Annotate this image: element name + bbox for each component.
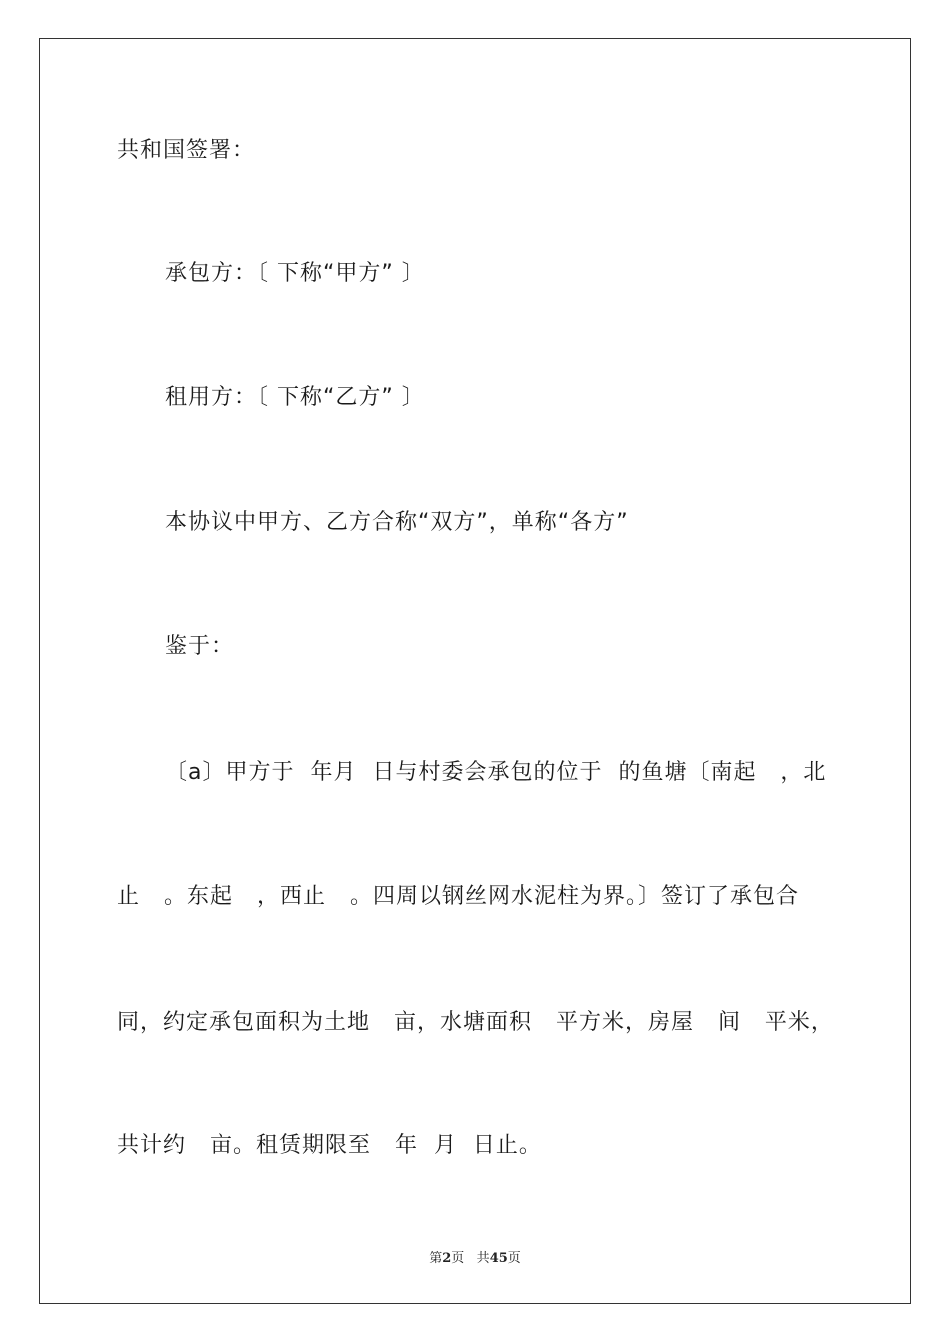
text-line-1: 共和国签署：	[117, 138, 256, 163]
page-footer	[0, 1247, 950, 1266]
page-label-prefix: 第	[429, 1251, 443, 1266]
text-line-clause-a-1: 〔a〕甲方于 年月 日与村委会承包的位于 的鱼塘〔南起 ，北	[165, 760, 827, 785]
page-label-suffix: 页	[451, 1251, 465, 1266]
page-border	[39, 38, 911, 1304]
page-number: 2	[442, 1251, 452, 1266]
total-pages: 45	[489, 1251, 508, 1266]
total-label-prefix: 共	[476, 1251, 490, 1266]
total-label-suffix: 页	[507, 1251, 521, 1266]
text-line-parties: 本协议中甲方、乙方合称“双方”，单称“各方”	[165, 510, 629, 535]
text-line-clause-a-4: 共计约 亩。租赁期限至 年 月 日止。	[117, 1133, 542, 1158]
text-line-whereas: 鉴于：	[165, 634, 235, 659]
text-line-clause-a-3: 同，约定承包面积为土地 亩，水塘面积 平方米，房屋 间 平米，	[117, 1010, 834, 1035]
text-line-lessee: 租用方：〔 下称“乙方” 〕	[165, 385, 425, 410]
text-line-contractor: 承包方：〔 下称“甲方” 〕	[165, 261, 425, 286]
text-line-clause-a-2: 止 。东起 ，西止 。四周以钢丝网水泥柱为界。〕签订了承包合	[117, 884, 799, 909]
